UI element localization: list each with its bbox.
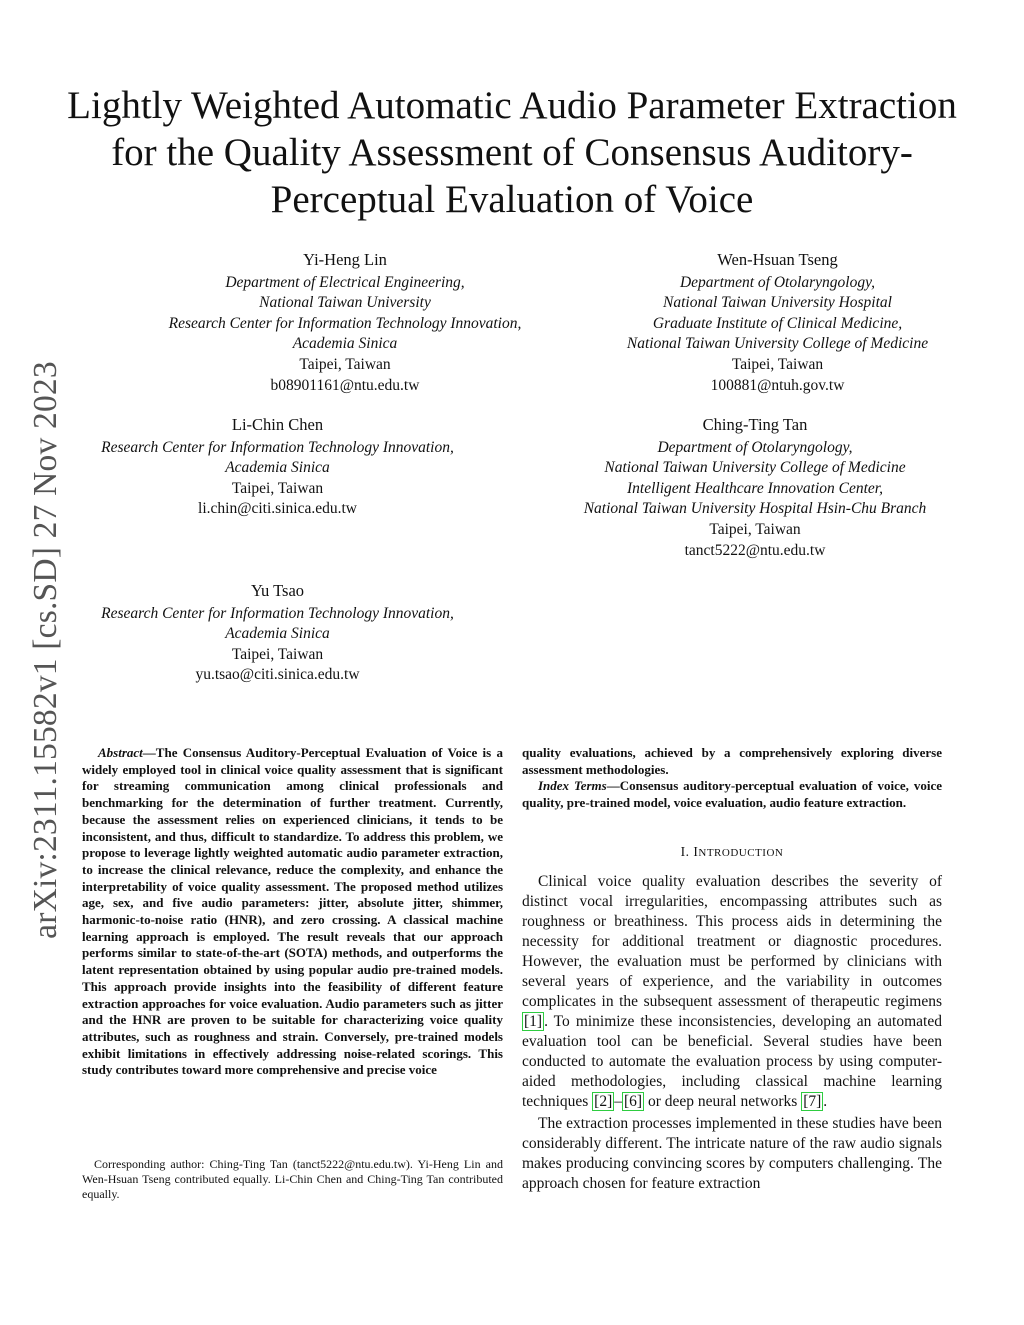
author-location: Taipei, Taiwan <box>299 355 391 373</box>
footnote: Corresponding author: Ching-Ting Tan (tanct5222@ntu.edu.tw). Yi-Heng Lin and Wen-Hsuan Tseng contributed equally. Li-Chin Chen and Ching-Ting Tan contributed equally. <box>82 1157 503 1201</box>
author-name: Wen-Hsuan Tseng <box>717 250 838 269</box>
author-affiliation: Intelligent Healthcare Innovation Center, <box>627 479 883 497</box>
abstract-text: —The Consensus Auditory-Perceptual Evaluation of Voice is a widely employed tool in clinical voice quality assessment that is significant for streaming communication among clinical professionals and benchmarking for the determination of further treatment. Currently, because the assessment relies on experienced clinicians, it tends to be inconsistent, and thus, difficult to standardize. To address this problem, we propose to leverage lightly weighted automatic audio parameter extraction, to increase the clinical relevance, reduce the complexity, and enhance the interpretability of voice quality assessment. The proposed method utilizes age, sex, and five audio parameters: jitter, absolute jitter, shimmer, harmonic-to-noise ratio (HNR), and zero crossing. A classical machine learning approach is employed. The result reveals that our approach performs similar to state-of-the-art (SOTA) methods, and outperforms the latent representation obtained by using popular audio pre-trained models. This approach provide insights into the feasibility of different feature extraction approaches for voice evaluation. Audio parameters such as jitter and the HNR are proven to be suitable for characterizing voice quality attributes, such as roughness and strain. Conversely, pre-trained models exhibit limitations in effectively addressing noise-related scorings. This study contributes toward more comprehensive and precise voice <box>82 745 503 1078</box>
paper-title: Lightly Weighted Automatic Audio Parameter Extraction for the Quality Assessment of Consensus Auditory-Perceptual Evaluation of Voice <box>67 84 957 221</box>
author-affiliation: Academia Sinica <box>225 625 330 643</box>
author-affiliation: National Taiwan University <box>259 294 431 312</box>
paragraph: The extraction processes implemented in these studies have been considerably different. The intricate nature of the raw audio signals makes producing convincing scores by computers challenging. The approach chosen for feature extraction <box>522 1114 942 1192</box>
author-affiliation: National Taiwan University College of Medicine <box>604 459 906 477</box>
author-affiliation: Department of Otolaryngology, <box>679 273 876 291</box>
right-column <box>522 745 942 1194</box>
arxiv-stamp <box>26 350 66 950</box>
author-affiliation: Academia Sinica <box>225 459 330 477</box>
author-location: Taipei, Taiwan <box>231 645 324 663</box>
author-affiliation: Academia Sinica <box>292 335 398 353</box>
index-terms-text: —Consensus auditory-perceptual evaluation of voice, voice quality, pre-trained model, voice evaluation, audio feature extraction. <box>522 778 942 811</box>
author-affiliation: Research Center for Information Technology Innovation, <box>168 314 522 332</box>
author-location: Taipei, Taiwan <box>731 355 824 373</box>
author-block <box>70 581 485 686</box>
author-affiliation: Research Center for Information Technology Innovation, <box>101 438 454 456</box>
author-affiliation: National Taiwan University College of Medicine <box>626 335 929 353</box>
author-affiliation: National Taiwan University Hospital <box>663 294 892 312</box>
author-email: 100881@ntuh.gov.tw <box>710 376 845 394</box>
abstract <box>82 745 503 1079</box>
author-name: Li-Chin Chen <box>231 415 324 434</box>
author-name: Yu Tsao <box>250 581 305 600</box>
author-location: Taipei, Taiwan <box>709 520 801 538</box>
section-heading: I. INTRODUCTION <box>680 843 784 859</box>
introduction-body <box>522 872 942 1194</box>
citation-link[interactable]: [6] <box>624 1092 643 1110</box>
author-block <box>590 250 965 396</box>
abstract-label: Abstract <box>98 745 143 760</box>
author-location: Taipei, Taiwan <box>231 479 324 497</box>
abstract-continued: quality evaluations, achieved by a comprehensively exploring diverse assessment methodologies. <box>522 745 942 777</box>
author-affiliation: National Taiwan University Hospital Hsin-Chu Branch <box>583 500 927 518</box>
arxiv-id: arXiv:2311.15582v1 [cs.SD] 27 Nov 2023 <box>27 361 64 939</box>
author-affiliation: Research Center for Information Technology Innovation, <box>101 604 454 622</box>
author-block <box>80 250 610 396</box>
index-terms-label: Index Terms <box>538 778 607 794</box>
author-name: Yi-Heng Lin <box>303 250 387 269</box>
author-affiliation: Department of Electrical Engineering, <box>225 273 465 291</box>
citation-link[interactable]: [1] <box>524 1012 543 1030</box>
index-terms <box>522 778 942 811</box>
author-email: yu.tsao@citi.sinica.edu.tw <box>195 666 360 684</box>
author-email: tanct5222@ntu.edu.tw <box>684 541 826 559</box>
author-block <box>70 415 485 520</box>
author-name: Ching-Ting Tan <box>702 415 808 434</box>
author-affiliation: Graduate Institute of Clinical Medicine, <box>652 314 903 332</box>
author-email: b08901161@ntu.edu.tw <box>270 376 420 394</box>
author-affiliation: Department of Otolaryngology, <box>657 438 853 456</box>
paragraph: Clinical voice quality evaluation describes the severity of distinct vocal irregularities, encompassing attributes such as roughness or breathiness. This process aids in determining the necessity for additional treatment or diagnostic procedures. However, the evaluation must be performed by clinicians with several years of experience, and the variability in outcomes complicates in the subsequent assessment of therapeutic regimens [1] . To minimize these inconsistencies, developing an automated evaluation tool can be beneficial. Several studies have been conducted to automate the evaluation process by using computer-aided methodologies, including classical machine learning techniques [2] – [6] or deep neural networks [7] . <box>522 872 942 1110</box>
author-block <box>550 415 960 561</box>
citation-link[interactable]: [7] <box>803 1092 822 1110</box>
author-email: li.chin@citi.sinica.edu.tw <box>198 500 357 518</box>
citation-link[interactable]: [2] <box>594 1092 613 1110</box>
